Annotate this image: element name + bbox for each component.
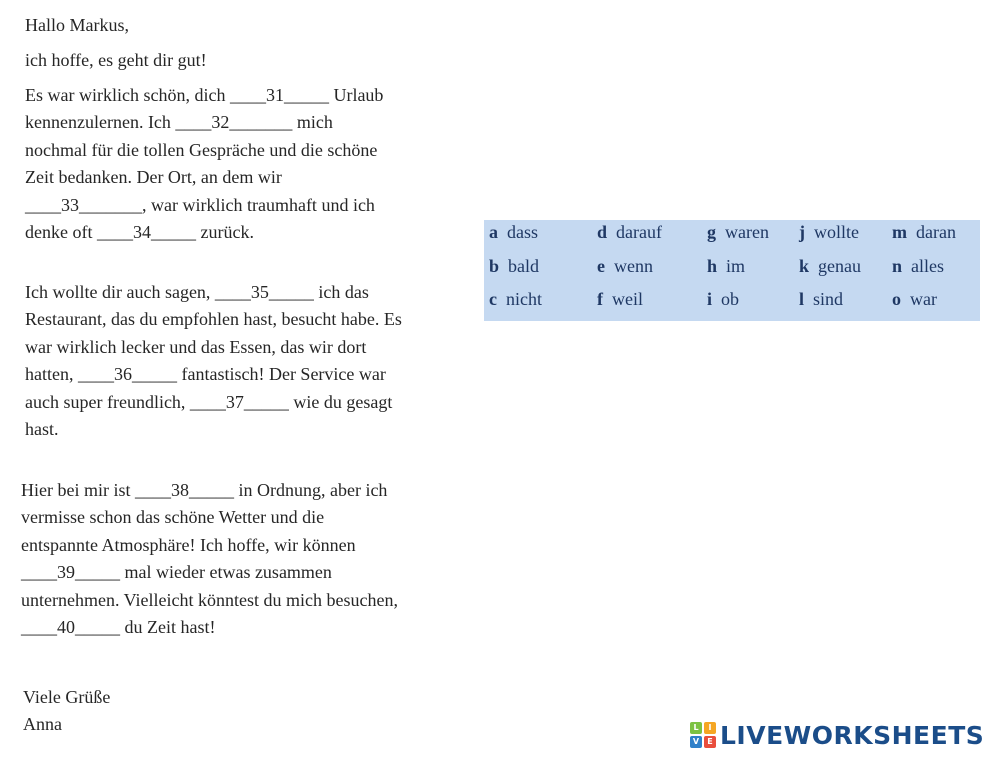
option-word: darauf	[616, 222, 662, 242]
text-line: entspannte Atmosphäre! Ich hoffe, wir können	[21, 534, 356, 555]
letter-paragraph-1	[25, 82, 383, 246]
option-letter: i	[707, 289, 713, 309]
text-line: auch super freundlich, ____37_____ wie du gesagt	[25, 391, 393, 412]
text-line: ____39_____ mal wieder etwas zusammen	[21, 562, 332, 583]
text-line: Es war wirklich schön, dich ____31_____ Urlaub	[25, 85, 384, 105]
text-line: unternehmen. Vielleicht könntest du mich besuchen,	[21, 589, 398, 610]
option-word: waren	[725, 222, 769, 242]
text-line: war wirklich lecker und das Essen, das wir dort	[25, 336, 367, 357]
option-k[interactable]	[799, 255, 861, 277]
option-word: genau	[818, 256, 861, 276]
option-word: sind	[813, 289, 844, 309]
option-word: alles	[911, 256, 945, 276]
text-line: ____40_____ du Zeit hast!	[21, 616, 216, 637]
option-g[interactable]	[707, 221, 769, 243]
text-line: Ich wollte dir auch sagen, ____35_____ ich das	[25, 282, 369, 302]
signature: Anna	[23, 714, 62, 735]
option-letter: d	[597, 222, 608, 242]
option-a[interactable]	[489, 221, 538, 243]
option-word: weil	[612, 289, 643, 309]
closing-line: Viele Grüße	[23, 687, 111, 707]
option-letter: k	[799, 256, 810, 276]
text-line: hast.	[25, 418, 59, 439]
logo-mark-cell: V	[690, 736, 702, 748]
option-word: dass	[507, 222, 538, 242]
option-m[interactable]	[892, 221, 956, 243]
text-line: vermisse schon das schöne Wetter und die	[21, 507, 325, 528]
option-word: wenn	[614, 256, 653, 276]
option-letter: f	[597, 289, 603, 309]
option-letter: h	[707, 256, 718, 276]
text-line: kennenzulernen. Ich ____32_______ mich	[25, 112, 333, 133]
option-word: nicht	[506, 289, 542, 309]
letter-paragraph-3	[21, 477, 398, 641]
option-word: bald	[508, 256, 540, 276]
option-letter: l	[799, 289, 805, 309]
option-n[interactable]	[892, 255, 944, 277]
text-line: hatten, ____36_____ fantastisch! Der Service war	[25, 364, 386, 385]
option-word: ob	[721, 289, 740, 309]
option-word: daran	[916, 222, 956, 242]
logo-mark-cell: E	[704, 736, 716, 748]
logo-mark-cell: L	[690, 722, 702, 734]
option-word: im	[726, 256, 746, 276]
option-o[interactable]	[892, 288, 937, 310]
liveworksheets-logo	[690, 720, 984, 750]
letter-closing	[23, 684, 110, 739]
text-line: denke oft ____34_____ zurück.	[25, 221, 254, 242]
option-letter: c	[489, 289, 497, 309]
option-j[interactable]	[799, 221, 859, 243]
option-c[interactable]	[489, 288, 542, 310]
option-letter: b	[489, 256, 500, 276]
logo-mark-icon	[690, 722, 716, 748]
option-letter: e	[597, 256, 605, 276]
text-line: nochmal für die tollen Gespräche und die schöne	[25, 139, 378, 160]
letter-intro: ich hoffe, es geht dir gut!	[25, 50, 207, 70]
option-letter: m	[892, 222, 907, 242]
option-f[interactable]	[597, 288, 643, 310]
text-line: Zeit bedanken. Der Ort, an dem wir	[25, 167, 282, 188]
option-letter: n	[892, 256, 903, 276]
letter-paragraph-2	[25, 279, 402, 443]
option-letter: g	[707, 222, 716, 242]
option-letter: j	[799, 222, 805, 242]
option-e[interactable]	[597, 255, 653, 277]
logo-text: LIVEWORKSHEETS	[720, 720, 985, 750]
answer-options-box	[484, 220, 980, 321]
option-l[interactable]	[799, 288, 843, 310]
text-line: Hier bei mir ist ____38_____ in Ordnung, aber ich	[21, 480, 388, 500]
option-letter: o	[892, 289, 901, 309]
option-d[interactable]	[597, 221, 662, 243]
logo-mark-cell: I	[704, 722, 716, 734]
option-i[interactable]	[707, 288, 739, 310]
option-letter: a	[489, 222, 498, 242]
text-line: ____33_______, war wirklich traumhaft und ich	[25, 194, 375, 215]
option-h[interactable]	[707, 255, 745, 277]
option-word: wollte	[814, 222, 859, 242]
option-b[interactable]	[489, 255, 539, 277]
letter-greeting: Hallo Markus,	[25, 15, 129, 35]
text-line: Restaurant, das du empfohlen hast, besucht habe. Es	[25, 309, 402, 330]
option-word: war	[910, 289, 937, 309]
